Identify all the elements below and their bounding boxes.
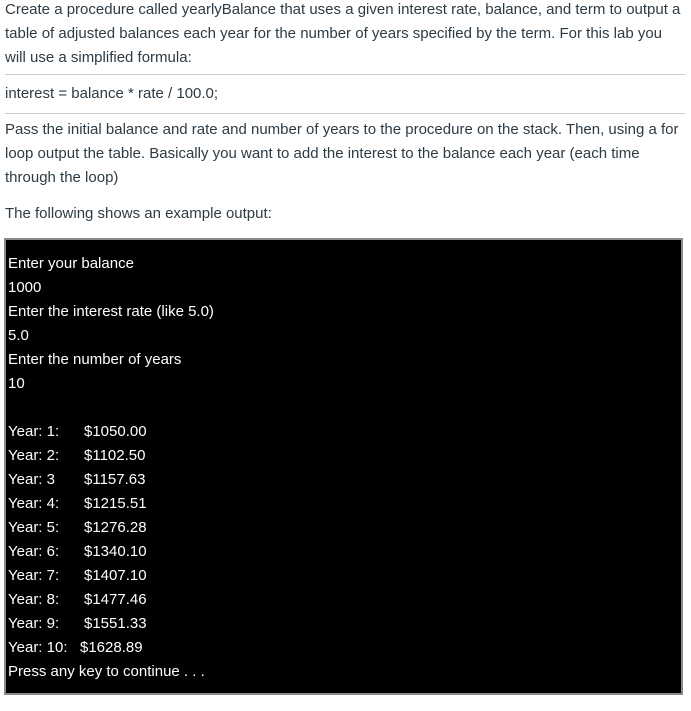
console-year-row (8, 636, 143, 660)
console-prompt-balance: Enter your balance (8, 255, 134, 272)
year-balance: $1407.10 (84, 567, 147, 584)
console-year-row (8, 612, 147, 636)
year-balance: $1551.33 (84, 615, 147, 632)
year-label: Year: 3 (8, 471, 55, 488)
console-input-rate: 5.0 (8, 327, 29, 344)
year-balance: $1157.63 (84, 471, 146, 488)
year-balance: $1050.00 (84, 423, 147, 440)
console-prompt-rate: Enter the interest rate (like 5.0) (8, 303, 214, 320)
year-label: Year: 4: (8, 495, 60, 512)
divider (5, 74, 685, 75)
instruction-paragraph: Create a procedure called yearlyBalance that uses a given interest rate, balance, and term to output a table of adjusted balances each year for the number of years specified by the term. For this lab you will use a simplified formula: (5, 1, 681, 66)
formula-line: interest = balance * rate / 100.0; (5, 85, 219, 102)
console-year-row (8, 420, 147, 444)
console-footer: Press any key to continue . . . (8, 663, 205, 680)
year-label: Year: 9: (8, 615, 60, 632)
console-year-row (8, 540, 147, 564)
example-intro: The following shows an example output: (5, 205, 272, 222)
year-label: Year: 8: (8, 591, 60, 608)
console-input-balance: 1000 (8, 279, 42, 296)
console-year-row (8, 468, 145, 492)
year-label: Year: 7: (8, 567, 60, 584)
divider (5, 113, 685, 114)
procedure-paragraph: Pass the initial balance and rate and number of years to the procedure on the stack. Then, using a for loop output the table. Basically you want to add the interest to the balance each year (each time through the loop) (5, 121, 679, 186)
year-label: Year: 5: (8, 519, 60, 536)
console-year-row (8, 492, 147, 516)
console-prompt-years: Enter the number of years (8, 351, 182, 368)
year-label: Year: 2: (8, 447, 60, 464)
year-balance: $1276.28 (84, 519, 147, 536)
year-label: Year: 10: (8, 639, 68, 656)
console-year-row (8, 516, 147, 540)
year-label: Year: 6: (8, 543, 60, 560)
year-label: Year: 1: (8, 423, 60, 440)
year-balance: $1628.89 (80, 639, 143, 656)
console-year-row (8, 444, 145, 468)
year-balance: $1340.10 (84, 543, 147, 560)
year-balance: $1215.51 (84, 495, 147, 512)
year-balance: $1102.50 (84, 447, 146, 464)
console-year-row (8, 588, 147, 612)
example-console-output (4, 238, 683, 695)
console-year-row (8, 564, 147, 588)
console-input-years: 10 (8, 375, 25, 392)
year-balance: $1477.46 (84, 591, 147, 608)
